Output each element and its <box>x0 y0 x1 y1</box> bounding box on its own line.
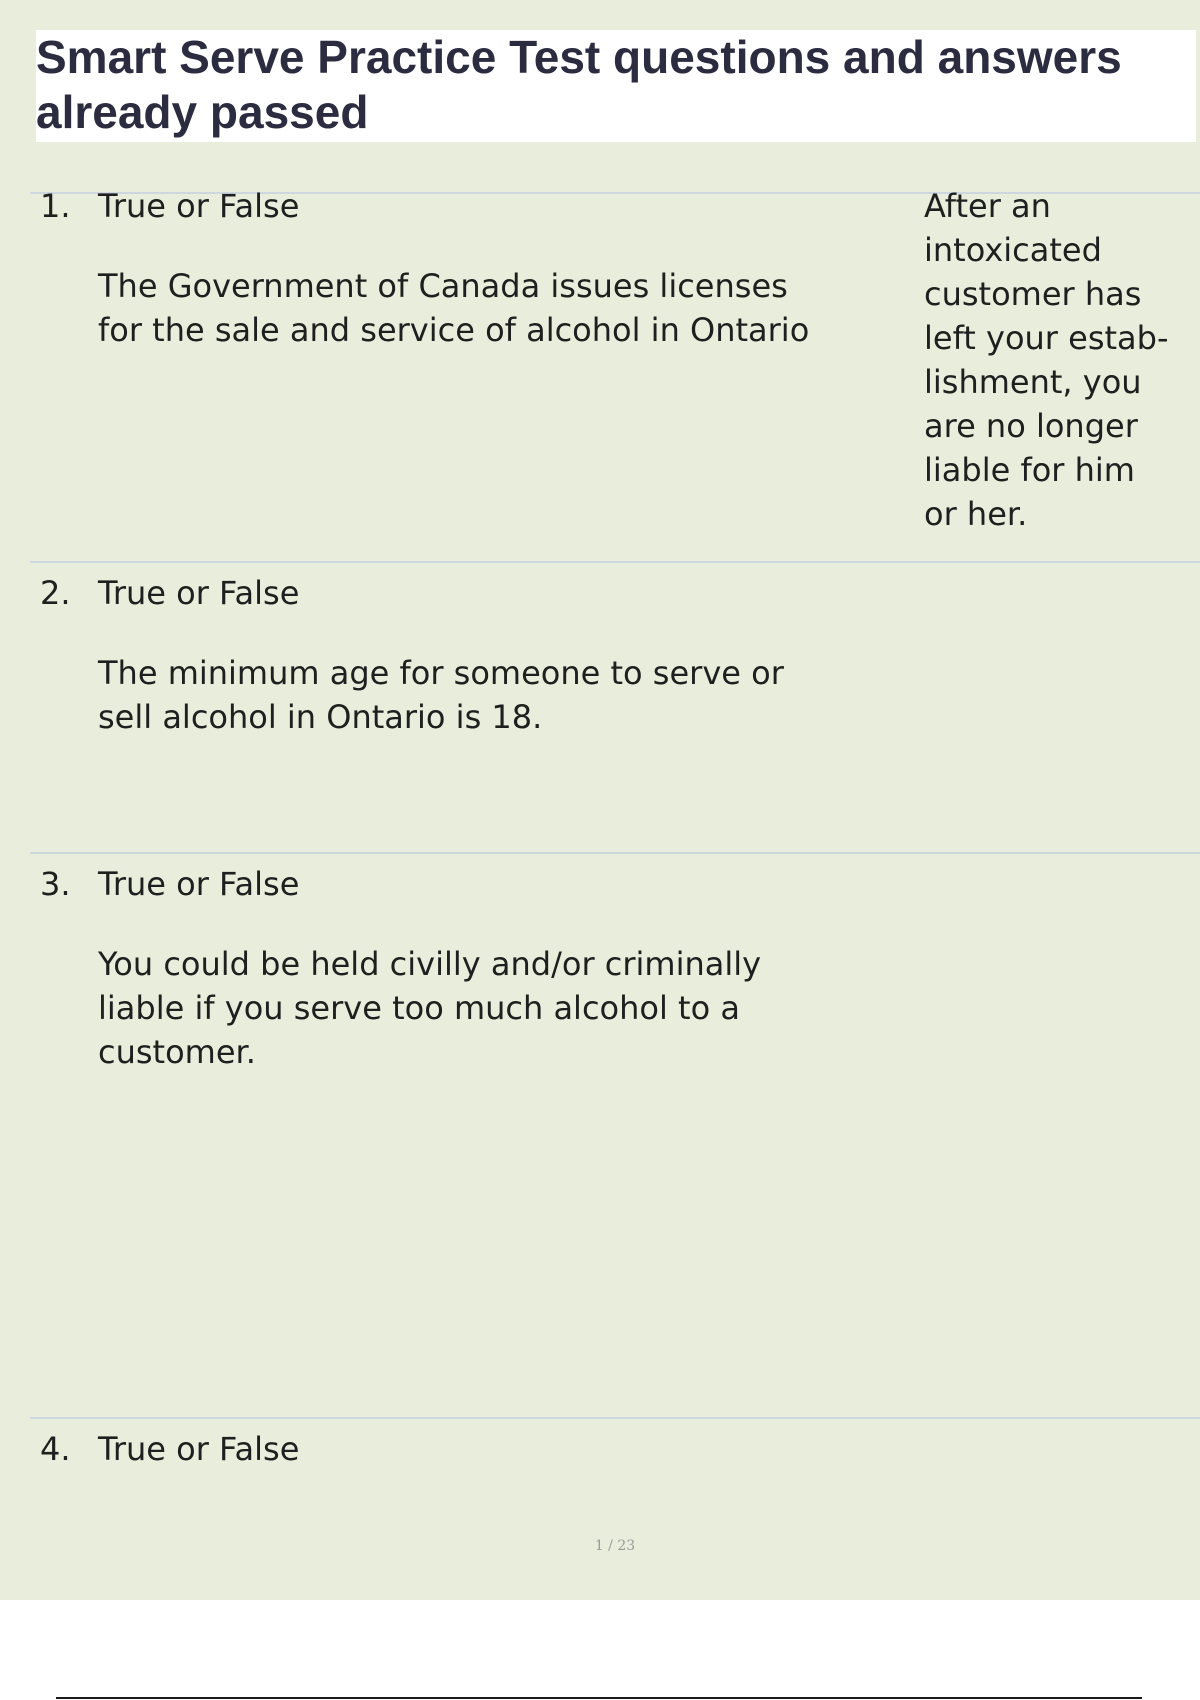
question-type: True or False <box>98 574 300 612</box>
row-divider <box>30 561 1200 563</box>
question-type: True or False <box>98 1430 300 1468</box>
page-number: 1 / 23 <box>594 1538 636 1554</box>
question-number: 2. <box>40 574 71 612</box>
page-title: Smart Serve Practice Test questions and answers already passed <box>36 31 1122 138</box>
question-type: True or False <box>98 865 300 903</box>
question-type: True or False <box>98 187 300 225</box>
title-box <box>36 30 1196 142</box>
question-number: 4. <box>40 1430 71 1468</box>
bottom-divider <box>56 1697 1142 1699</box>
answer-text: After an intoxicated customer has left your estab- lishment, you are no longer liable for him or her. <box>924 187 1169 533</box>
row-divider <box>30 852 1200 854</box>
question-text: You could be held civilly and/or criminally liable if you serve too much alcohol to a customer. <box>98 945 762 1071</box>
question-number: 1. <box>40 187 71 225</box>
question-number: 3. <box>40 865 71 903</box>
question-text: The minimum age for someone to serve or sell alcohol in Ontario is 18. <box>98 654 784 736</box>
question-text: The Government of Canada issues licenses for the sale and service of alcohol in Ontario <box>98 267 810 349</box>
row-divider <box>30 1417 1200 1419</box>
